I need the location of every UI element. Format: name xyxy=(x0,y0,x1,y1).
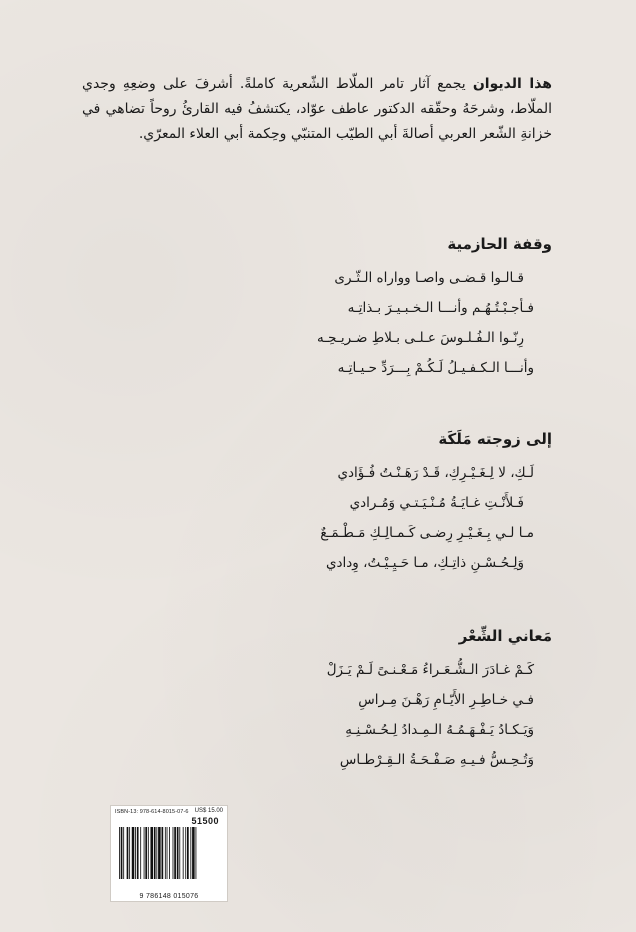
verse: وَلِـحُـسْـنِ ذاتِـكِ، مـا حَـيِـيْـتُ، وِدادي xyxy=(325,555,524,571)
book-description xyxy=(82,72,552,147)
verse: قـالـوا قـضـى واصـا وواراه الـثّـرى xyxy=(334,270,524,286)
verse: فَـلأَنْـتِ غـايَـةُ مُـنْـيَـتـي وَمُـرادي xyxy=(349,495,524,511)
verse: رِنّـوا الـفُـلـوسَ عـلـى بـلاطِ ضـريـحِـه xyxy=(316,330,524,346)
poem-title: مَعاني الشِّعْر xyxy=(458,627,552,645)
verse: فـأجـبْـتُـهُـم وأنـــا الـخـبـيـرَ بـذاتِـه xyxy=(347,300,534,316)
verse: وَيَـكـادُ يَـفْـهَـمُـهُ الـمِـدادُ لِـحُـسْـنِـهِ xyxy=(345,722,534,738)
isbn-number: ISBN-13: 978-614-8015-07-6 xyxy=(115,809,189,815)
verse: كَـمْ غـادَرَ الـشُّـعَـراءُ مَـعْـنـىً لَـمْ يَـزَلْ xyxy=(326,662,534,678)
description-lead: هذا الديوان xyxy=(472,76,552,92)
isbn-barcode xyxy=(110,805,228,902)
price-label: US$ 15.00 xyxy=(194,808,223,814)
verse: وَتُـحِـسُّ فـيـهِ صَـفْـحَـةُ الـقِـرْطـاسِ xyxy=(339,752,534,768)
verse: وأنـــا الـكـفـيـلُ لَـكُـمْ بِـــرَدِّ حـيـاتِـه xyxy=(337,360,534,376)
barcode-digits: 9 786148 015076 xyxy=(139,893,199,900)
verse: لَـكِ، لا لِـغَـيْـرِكِ، قَـدْ رَهَـنْـتُ فُـؤَادي xyxy=(337,465,534,481)
verse: مـا لـي بِـغَـيْـرِ رِضـى كَـمـالِـكِ مَـطْـمَـعٌ xyxy=(320,525,534,541)
poem-maani-al-shir xyxy=(82,624,552,778)
poem-title: إلى زوجته مَلَكَة xyxy=(438,430,552,448)
poem-title: وقفة الحازمية xyxy=(447,235,552,253)
verse: فـي خـاطِـرِ الأَيّـامِ رَهْـنَ مِـراسِ xyxy=(358,692,534,708)
poem-ila-zawjatihi xyxy=(82,427,552,581)
description-body: يجمع آثار تامر الملّاط الشّعرية كاملةً. أشرفَ على وضعِهِ وجدي الملّاط، وشرحَهُ وحقّقه الدكتور عاطف عوّاد، يكتشفُ فيه القارئُ روحاً تضاهي في خزانةِ الشّعر العربي أصالةَ أبي الطيّب المتنبّي وحِكمة أبي العلاء المعرّي. xyxy=(82,76,552,142)
barcode-bars-icon xyxy=(117,827,221,889)
price-code: 51500 xyxy=(191,816,219,826)
poem-wakfat-al-hazmiyeh xyxy=(82,232,552,386)
